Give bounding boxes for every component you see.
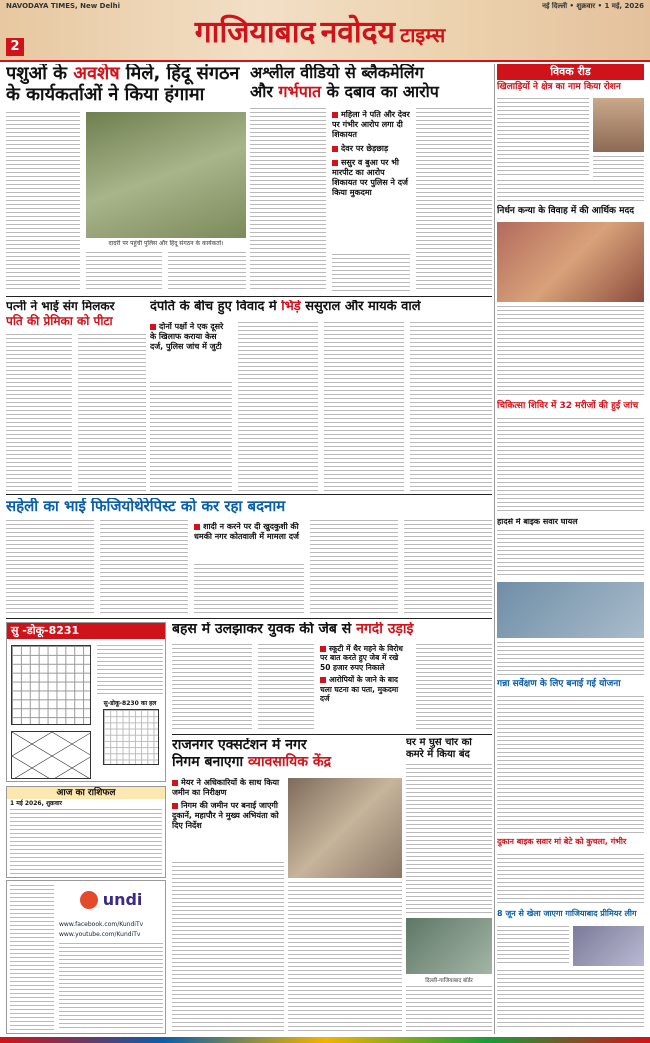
ad-right-text xyxy=(59,943,163,1031)
masthead xyxy=(0,0,650,60)
s12-photo xyxy=(406,918,492,974)
ad-left-text xyxy=(10,885,54,1031)
s3-body2 xyxy=(497,306,644,398)
s2-head-red: गर्भपात xyxy=(278,82,322,102)
s1-head-a: पशुओं के xyxy=(6,64,74,84)
s5-bullet-1: दोनों पक्षों ने एक दूसरे के खिलाफ कराया केस दर्ज, पुलिस जांच में जुटी xyxy=(150,322,224,351)
horoscope-title: आज का राशिफल xyxy=(7,787,165,799)
s1-body-col3 xyxy=(168,252,246,292)
s5-body3 xyxy=(410,322,492,492)
title-navodaya: नवोदय xyxy=(320,15,396,50)
s11-bullets xyxy=(172,778,284,858)
s2-head-a: और xyxy=(250,82,279,102)
horoscope-box xyxy=(6,786,166,878)
s11-head-red: व्यावसायिक केंद्र xyxy=(248,754,332,771)
story-animal-remains xyxy=(6,64,246,294)
s3-body1 xyxy=(497,98,589,178)
ad-logo xyxy=(59,889,163,917)
s12-body2 xyxy=(406,986,492,1034)
s3-body1c xyxy=(497,180,644,204)
s11-bullet-2: निगम की जमीन पर बनाई जाएगी दुकानें, महापौर ने मुख्य अभियंता को दिए निर्देश xyxy=(172,801,279,830)
s3-photo2 xyxy=(497,222,644,302)
s8-body xyxy=(497,696,644,834)
horoscope-date: 1 मई 2026, शुक्रवार xyxy=(10,800,62,807)
masthead-title xyxy=(150,10,490,58)
sudoku-box xyxy=(6,622,166,782)
s13-photo xyxy=(573,926,644,966)
s11-photo xyxy=(288,778,402,878)
right-column-2 xyxy=(497,518,644,1030)
s5-body0 xyxy=(150,382,232,492)
s8-head: गन्ना सर्वेक्षण के लिए बनाई गई योजना xyxy=(497,679,621,689)
s5-head-red: भिड़े xyxy=(281,300,301,314)
s2-bullets xyxy=(332,110,410,250)
s5-body1 xyxy=(238,322,318,492)
s2-body-col2 xyxy=(332,254,410,292)
s2-bullet-2: देवर पर छेड़छाड़ xyxy=(341,144,389,153)
kundli-diagram xyxy=(12,732,91,779)
s1-head-line2: के कार्यकर्ताओं ने किया हंगामा xyxy=(6,84,205,106)
s2-bullet-1: महिला ने पति और देवर पर गंभीर आरोप लगा दी शिकायत xyxy=(332,110,410,139)
s6-body3 xyxy=(194,564,304,616)
s1-photo xyxy=(86,112,246,238)
s1-body-col1 xyxy=(6,112,80,292)
ad-brand: undi xyxy=(102,890,143,909)
title-times: टाइम्स xyxy=(400,23,446,47)
s12-caption: दिल्ली-गाजियाबाद बॉर्डर xyxy=(425,978,473,984)
s13-head: 8 जून से खेला जाएगा गाजियाबाद प्रीमियर लीग xyxy=(497,909,637,918)
s6-body1 xyxy=(6,520,94,616)
s13-body2 xyxy=(497,970,644,1030)
story-rajnagar xyxy=(172,738,402,1034)
s7-body2 xyxy=(497,642,644,676)
s2-body-col1 xyxy=(250,108,326,292)
s4-body1 xyxy=(6,334,72,492)
s11-body1 xyxy=(172,862,284,1034)
s6-bullet-1: शादी न करने पर दी खुदकुशी की धमकी नगर कोतवाली में मामला दर्ज xyxy=(194,522,299,541)
s6-body4 xyxy=(310,520,398,616)
s10-head-a: बहस में उलझाकर युवक की जेब से xyxy=(172,622,357,637)
s12-head2: कमरे में किया बंद xyxy=(406,748,470,760)
s2-bullet-3: ससुर व बुआ पर भी मारपीट का आरोप शिकायत पर पुलिस ने दर्ज किया मुकदमा xyxy=(332,158,408,197)
s6-body2 xyxy=(100,520,188,616)
s5-head-b: ससुराल और मायके वाले xyxy=(300,300,421,314)
s11-head-a: निगम बनाएगा xyxy=(172,754,249,771)
s13-body1 xyxy=(497,926,569,966)
s11-head1: राजनगर एक्सटेंशन में नगर xyxy=(172,738,307,753)
s9-body xyxy=(497,854,644,906)
story-couple-dispute xyxy=(150,300,492,492)
s10-body3 xyxy=(416,644,492,732)
s1-head-red: अवशेष xyxy=(73,64,120,84)
s6-body5 xyxy=(404,520,492,616)
story-blackmailing xyxy=(250,64,492,294)
s11-body2 xyxy=(288,882,402,1034)
title-ghaziabad: गाजियाबाद xyxy=(194,15,316,50)
s3-head3: चिकित्सा शिविर में 32 मरीजों की हुई जांच xyxy=(497,401,639,411)
s10-body1 xyxy=(172,644,252,732)
s7-photo xyxy=(497,582,644,638)
story-physiotherapist xyxy=(6,498,492,616)
s2-head-line1: अश्लील वीडियो से ब्लैकमेलिंग xyxy=(250,64,424,82)
sudoku-grid xyxy=(11,645,91,725)
kundli-chart xyxy=(11,731,91,779)
s10-bullets xyxy=(320,644,410,732)
masthead-top-left: NAVODAYA TIMES, New Delhi xyxy=(6,2,120,10)
s4-head1: पत्नी ने भाई संग मिलकर xyxy=(6,300,115,313)
masthead-top-right: नई दिल्ली • शुक्रवार • 1 मई, 2026 xyxy=(542,2,644,10)
s4-head2: पति की प्रेमिका को पीटा xyxy=(6,313,113,328)
sudoku-answer-label: सु-डोकू-8230 का हल xyxy=(103,700,157,707)
story-cash-stolen xyxy=(172,622,492,732)
s3-photo1 xyxy=(593,98,644,152)
sudoku-answer-grid xyxy=(103,709,159,765)
s7-head: हादसे में बाइक सवार घायल xyxy=(497,518,578,526)
s7-body xyxy=(497,530,644,578)
s10-head-red: नगदी उड़ाई xyxy=(356,622,414,637)
s1-head-b: मिले, हिंदू संगठन xyxy=(119,64,240,84)
s6-bullet xyxy=(194,522,304,562)
s6-head: सहेली का भाई फिजियोथेरेपिस्ट को कर रहा बदनाम xyxy=(6,498,286,515)
story-wife-beat-lover xyxy=(6,300,146,492)
s3-body3 xyxy=(497,418,644,514)
s12-head1: घर में घुसे चोर को xyxy=(406,738,472,748)
horoscope-body xyxy=(10,809,162,875)
s5-body2 xyxy=(324,322,404,492)
s10-bullet-1: स्कूटी में थैर महने के विरोध पर बात करते हुए जेब में रखे 50 हजार रुपए निकाले xyxy=(320,644,403,672)
s10-bullet-2: आरोपियों के जाने के बाद चला घटना का पता, मुकदमा दर्ज xyxy=(320,675,399,703)
s3-head2: निर्धन कन्या के विवाह में की आर्थिक मदद xyxy=(497,206,635,216)
s12-body1 xyxy=(406,764,492,914)
s3-body1b xyxy=(593,156,644,178)
story-thief xyxy=(406,738,492,1034)
s2-head-b: के दबाव का आरोप xyxy=(321,82,439,102)
s10-body2 xyxy=(258,644,314,732)
s5-bullet xyxy=(150,322,232,378)
vivak-read-tag: विवक रीड xyxy=(497,64,644,80)
ad-youtube: www.youtube.com/KundiTv xyxy=(59,931,141,938)
s5-head-a: दंपति के बीच हुए विवाद में xyxy=(150,300,282,314)
ad-box xyxy=(6,880,166,1034)
s1-body-col2 xyxy=(86,252,162,292)
sudoku-instructions xyxy=(97,645,163,695)
right-column xyxy=(497,64,644,514)
ad-facebook: www.facebook.com/KundiTv xyxy=(59,921,144,928)
s1-caption: दादरी पर पहुंची पुलिस और हिंदू संगठन के कार्यकर्ता। xyxy=(108,240,224,247)
ad-logo-mark xyxy=(80,891,98,909)
s2-body-col3 xyxy=(416,108,492,292)
s11-bullet-1: मेयर ने अधिकारियों के साथ किया जमीन का निरीक्षण xyxy=(172,778,280,797)
s3-head1: खिलाड़ियों ने क्षेत्र का नाम किया रोशन xyxy=(497,82,621,92)
page-number: 2 xyxy=(6,38,24,56)
sudoku-title: सु -डोकू-8231 xyxy=(7,623,165,639)
s9-head: दुकान बाइक सवार मां बेटे को कुचला, गंभीर xyxy=(497,837,627,846)
s4-body2 xyxy=(78,334,146,492)
